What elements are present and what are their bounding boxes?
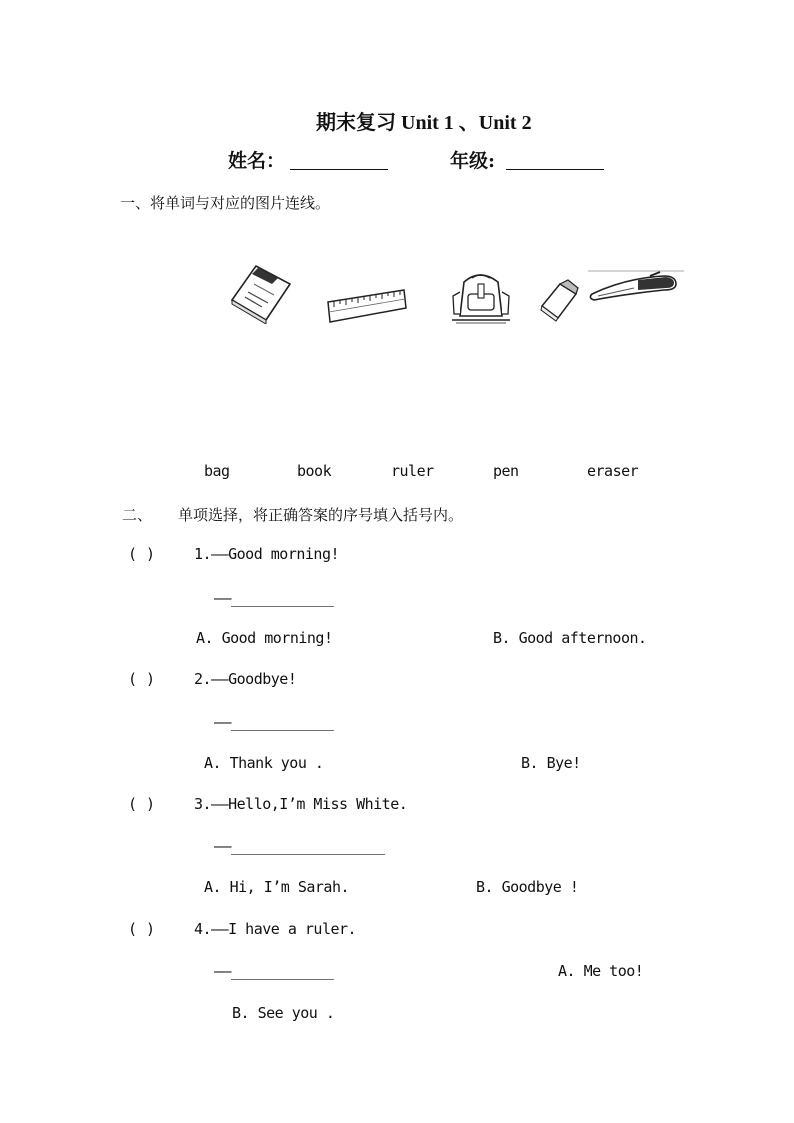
name-field[interactable]	[290, 169, 388, 170]
ruler-icon[interactable]	[326, 288, 408, 324]
question-prompt: 2.——Goodbye!	[194, 670, 297, 688]
answer-bracket[interactable]: ( )	[128, 545, 156, 563]
option-b: B. See you .	[232, 1004, 335, 1022]
question-prompt: 1.——Good morning!	[194, 545, 340, 563]
backpack-icon[interactable]	[450, 270, 512, 324]
eraser-icon[interactable]	[538, 278, 580, 322]
word-item[interactable]: pen	[493, 462, 519, 480]
pen-icon[interactable]	[586, 268, 686, 304]
grade-field[interactable]	[506, 169, 604, 170]
option-a: A. Thank you .	[204, 754, 324, 772]
option-a: A. Hi, I’m Sarah.	[204, 878, 350, 896]
answer-bracket[interactable]: ( )	[128, 795, 156, 813]
answer-bracket[interactable]: ( )	[128, 670, 156, 688]
section2-heading: 单项选择，将正确答案的序号填入括号内。	[178, 506, 464, 524]
option-b: B. Goodbye !	[476, 878, 579, 896]
answer-bracket[interactable]: ( )	[128, 920, 156, 938]
answer-line[interactable]: ——____________	[214, 962, 334, 980]
page-title: 期末复习 Unit 1 、Unit 2	[316, 112, 532, 134]
option-a: A. Me too!	[558, 962, 644, 980]
option-b: B. Good afternoon.	[493, 629, 647, 647]
word-item[interactable]: ruler	[391, 462, 434, 480]
section1-heading: 一、将单词与对应的图片连线。	[120, 194, 331, 212]
section2-number: 二、	[122, 506, 153, 524]
option-a: A. Good morning!	[196, 629, 333, 647]
question-prompt: 4.——I have a ruler.	[194, 920, 357, 938]
question-prompt: 3.——Hello,I’m Miss White.	[194, 795, 408, 813]
name-label: 姓名：	[228, 150, 286, 172]
word-item[interactable]: eraser	[587, 462, 639, 480]
word-item[interactable]: bag	[204, 462, 230, 480]
grade-label: 年级:	[450, 150, 496, 172]
answer-line[interactable]: ——____________	[214, 713, 334, 731]
word-item[interactable]: book	[297, 462, 332, 480]
answer-line[interactable]: ——____________	[214, 589, 334, 607]
notebook-icon[interactable]	[228, 262, 294, 324]
answer-line[interactable]: ——__________________	[214, 837, 385, 855]
option-b: B. Bye!	[521, 754, 581, 772]
